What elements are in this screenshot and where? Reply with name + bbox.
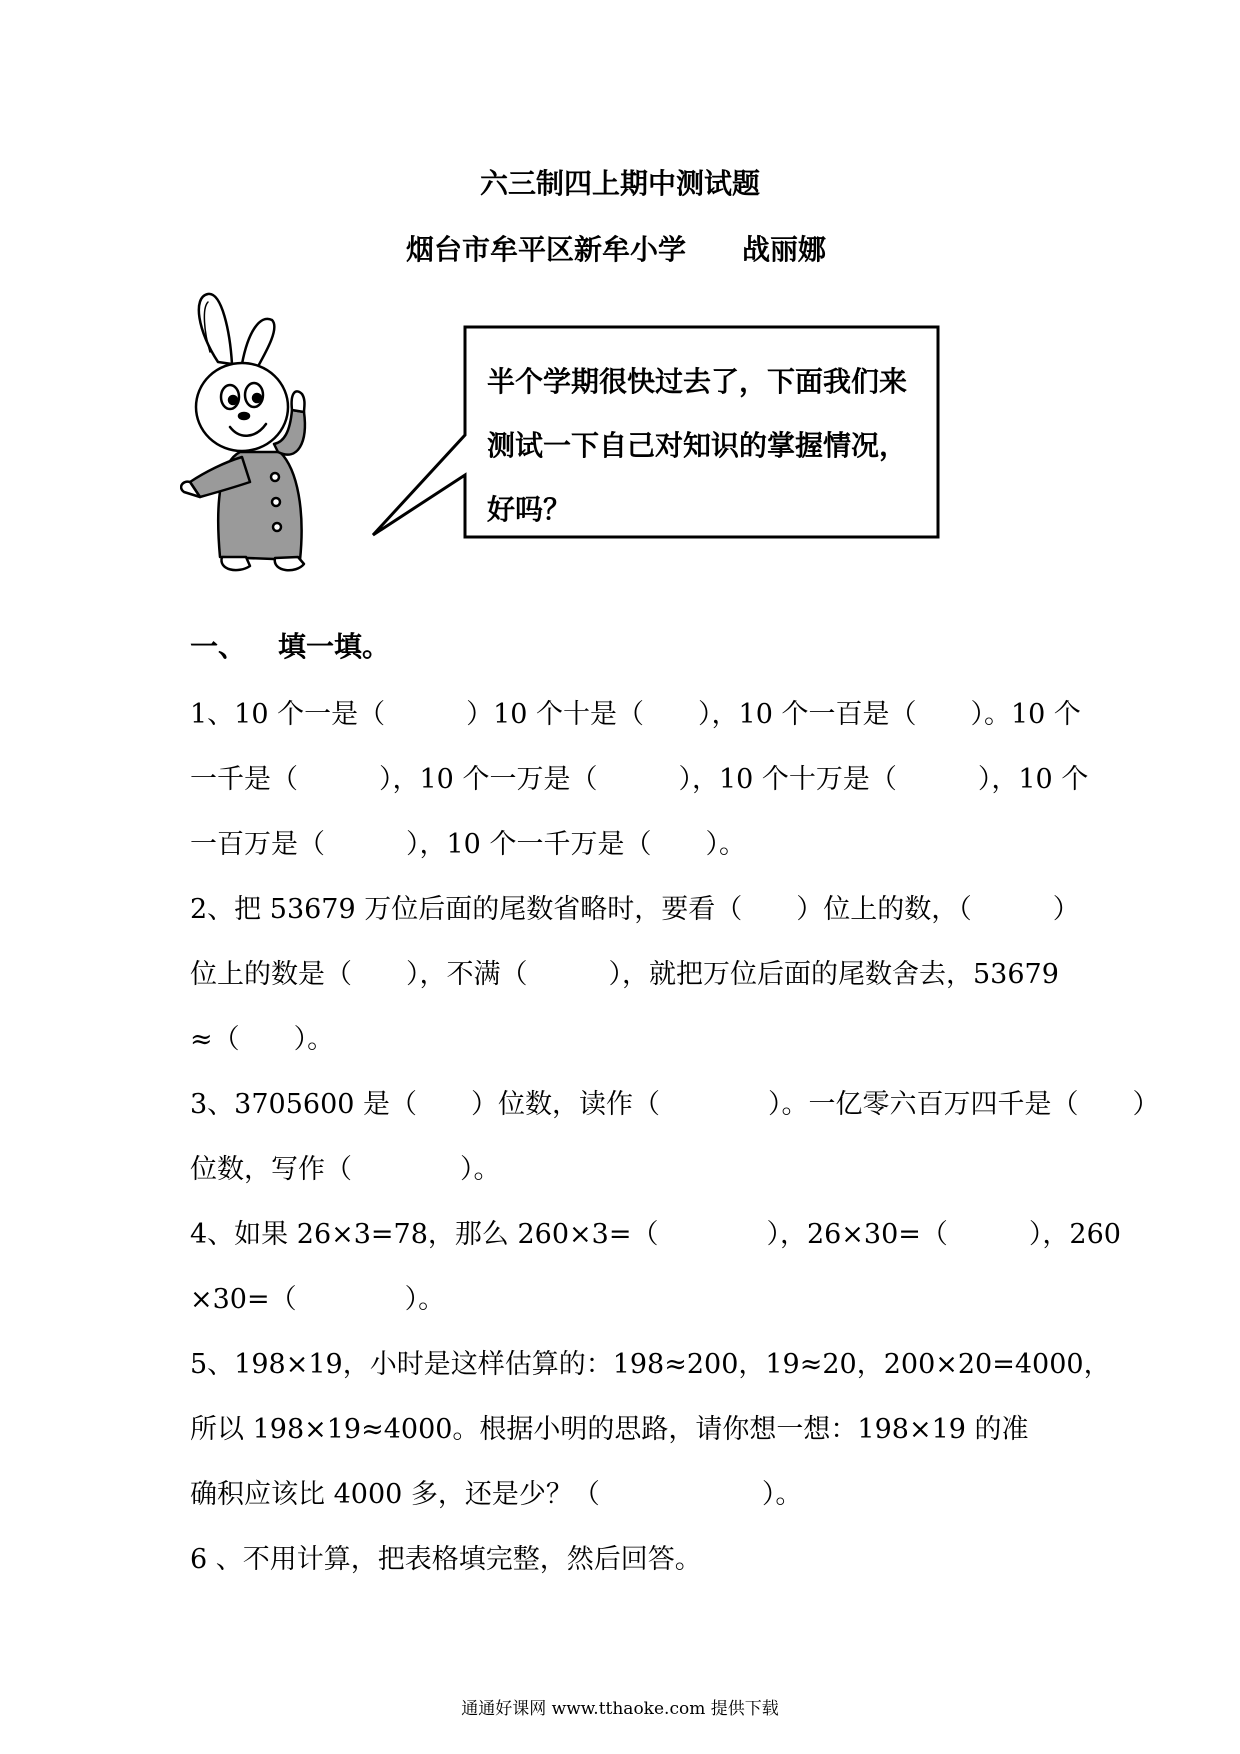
- bubble-line: 半个学期很快过去了，下面我们来: [487, 365, 908, 398]
- question-line: 确积应该比 4000 多，还是少？（ ）。: [190, 1479, 803, 1510]
- question-line: 2、把 53679 万位后面的尾数省略时，要看（ ）位上的数，（ ）: [190, 894, 1080, 925]
- page-subtitle: 烟台市牟平区新牟小学 战丽娜: [406, 233, 827, 266]
- question-line: ×30=（ ）。: [190, 1284, 446, 1315]
- question-line: 6 、不用计算，把表格填完整，然后回答。: [190, 1544, 702, 1575]
- question-line: 一百万是（ ），10 个一千万是（ ）。: [190, 829, 746, 860]
- question-line: 所以 198×19≈4000。根据小明的思路，请你想一想：198×19 的准: [190, 1414, 1029, 1445]
- section-heading: [190, 625, 390, 665]
- question-line: 3、3705600 是（ ）位数，读作（ ）。一亿零六百万四千是（ ）: [190, 1089, 1160, 1120]
- bubble-line: 测试一下自己对知识的掌握情况，: [487, 429, 908, 462]
- speech-bubble-text: [487, 350, 937, 542]
- question-line: 1、10 个一是（ ）10 个十是（ ），10 个一百是（ ）。10 个: [190, 699, 1081, 730]
- question-line: 一千是（ ），10 个一万是（ ），10 个十万是（ ），10 个: [190, 764, 1089, 795]
- question-line: 5、198×19，小时是这样估算的：198≈200，19≈20，200×20=4000，: [190, 1349, 1111, 1380]
- question-line: 位上的数是（ ），不满（ ），就把万位后面的尾数舍去，53679: [190, 959, 1059, 990]
- section-title: 填一填。: [278, 630, 391, 663]
- question-line: 位数，写作（ ）。: [190, 1154, 501, 1185]
- page-title: 六三制四上期中测试题: [479, 167, 760, 200]
- section-number: 一、: [190, 630, 247, 663]
- bubble-line: 好吗？: [487, 493, 572, 526]
- question-body: [190, 682, 1160, 1592]
- page-footer: 通通好课网 www.tthaoke.com 提供下载: [461, 1699, 779, 1719]
- question-line: ≈（ ）。: [190, 1024, 335, 1055]
- rabbit-mascot-icon: [180, 292, 370, 592]
- question-line: 4、如果 26×3=78，那么 260×3=（ ），26×30=（ ），260: [190, 1219, 1121, 1250]
